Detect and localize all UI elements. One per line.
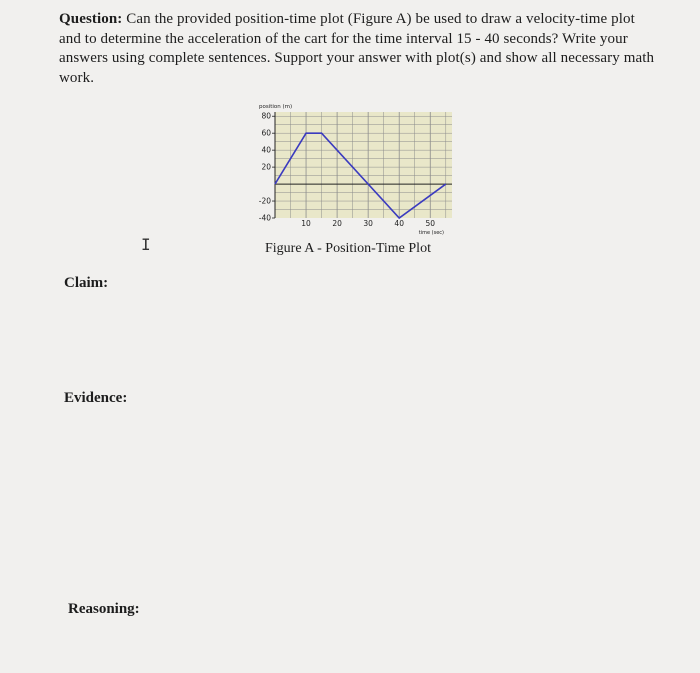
y-axis-label: position (m) — [259, 104, 293, 110]
claim-label: Claim: — [64, 275, 109, 291]
x-tick-label: 20 — [332, 219, 342, 228]
x-tick-label: 40 — [394, 219, 404, 228]
y-tick-label: 80 — [261, 111, 271, 121]
x-tick-label: 10 — [301, 219, 311, 228]
figure-caption: Figure A - Position-Time Plot — [265, 241, 431, 256]
question-body: Can the provided position-time plot (Figure A) be used to draw a velocity-time plot and to determine the acceleration of the cart for the time interval 15 - 40 seconds? Write your answers using complete sentences. Support your answer with plot(s) and show all necessary math work. — [59, 11, 655, 86]
evidence-label: Evidence: — [64, 390, 128, 406]
position-time-chart — [250, 100, 460, 240]
y-tick-label: -20 — [258, 196, 271, 206]
figure-a — [250, 100, 460, 260]
y-tick-label: 60 — [261, 128, 271, 138]
question-prefix: Question: — [59, 11, 123, 27]
x-tick-label: 50 — [425, 219, 436, 228]
x-axis-label: time (sec) — [418, 230, 444, 236]
question-text — [59, 10, 659, 88]
x-tick-label: 30 — [363, 219, 373, 228]
y-tick-label: 20 — [261, 162, 271, 172]
plot-area — [275, 112, 452, 218]
reasoning-label: Reasoning: — [68, 601, 140, 617]
y-tick-label: 40 — [261, 145, 271, 155]
text-cursor-icon: I — [141, 235, 151, 254]
y-tick-label: -40 — [258, 213, 271, 223]
